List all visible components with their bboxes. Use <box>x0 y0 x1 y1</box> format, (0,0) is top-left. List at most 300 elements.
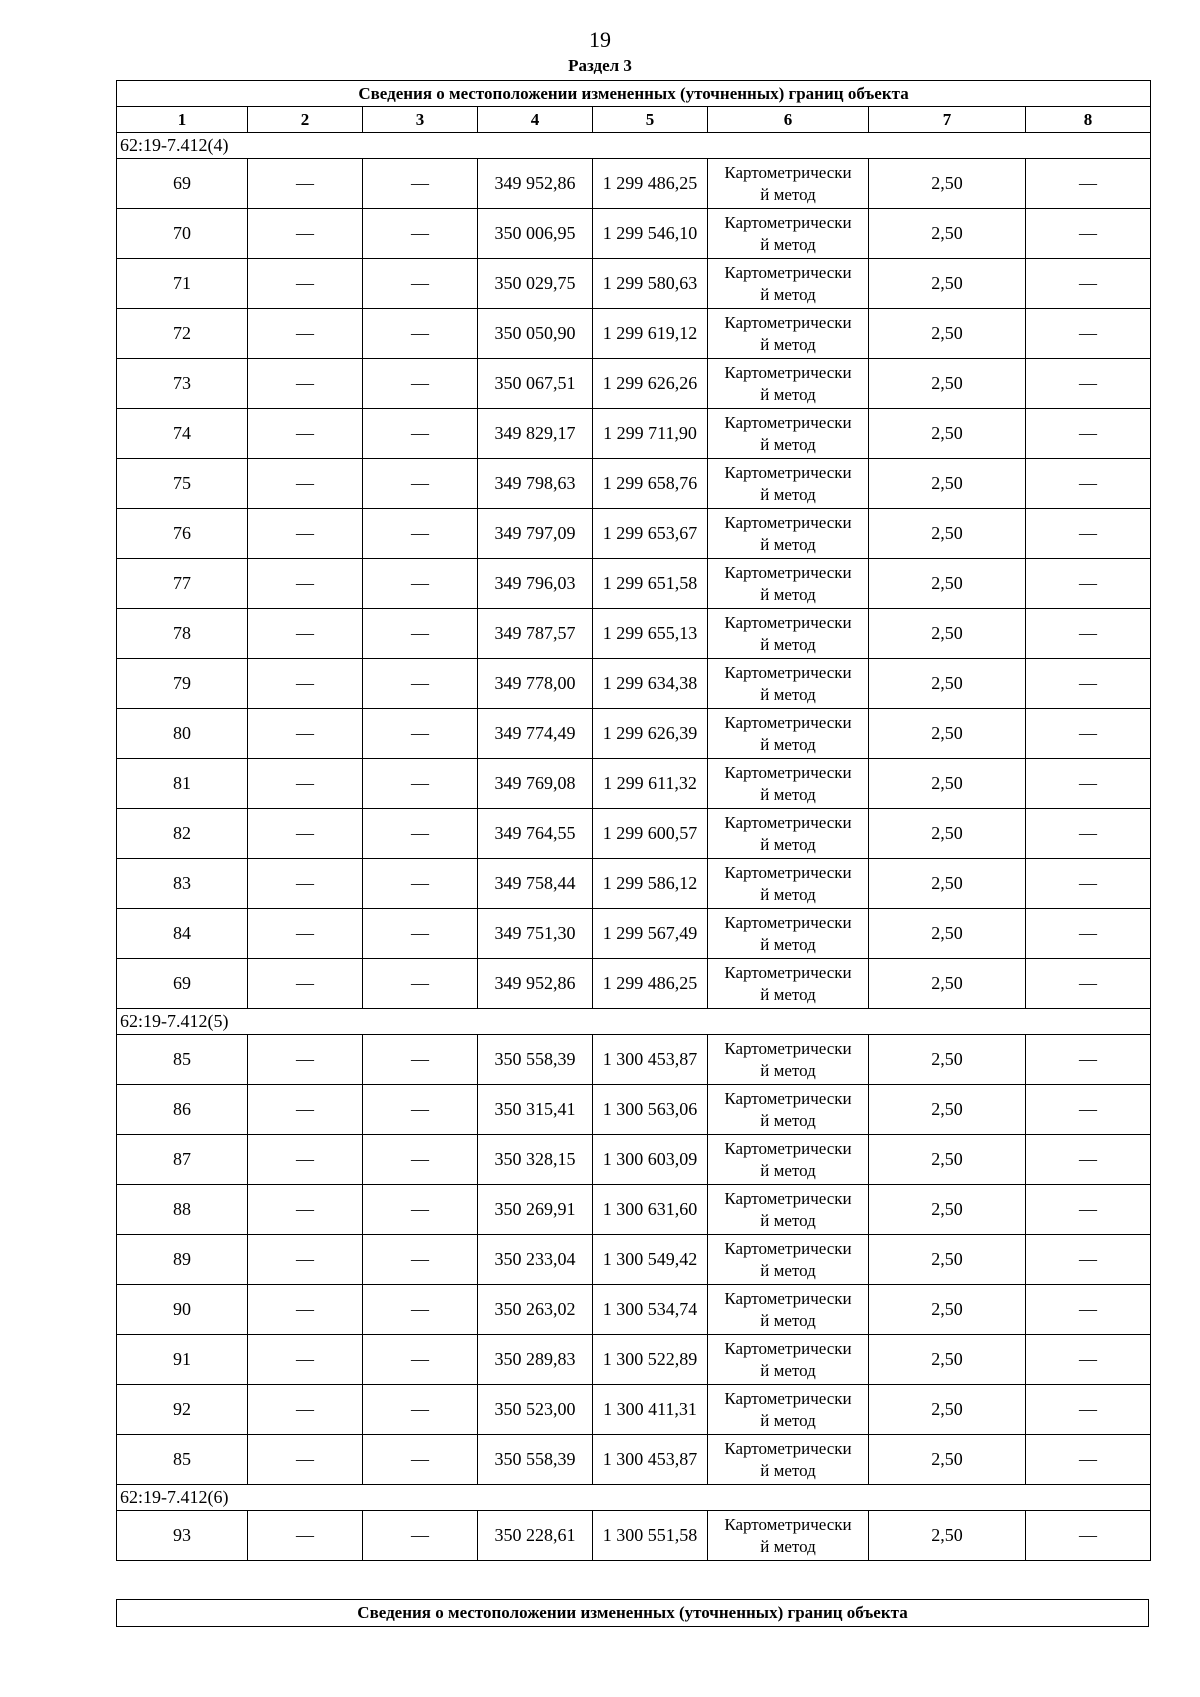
x-coordinate-cell: 350 263,02 <box>478 1285 593 1335</box>
x-coordinate-cell: 349 787,57 <box>478 609 593 659</box>
method-cell <box>708 959 869 1009</box>
col2-cell: — <box>248 709 363 759</box>
col3-cell: — <box>363 459 478 509</box>
col8-cell: — <box>1026 309 1151 359</box>
col3-cell: — <box>363 409 478 459</box>
x-coordinate-cell: 350 029,75 <box>478 259 593 309</box>
method-line: Картометрически <box>724 1288 852 1308</box>
x-coordinate-cell: 350 050,90 <box>478 309 593 359</box>
table-row <box>117 759 1151 809</box>
method-cell <box>708 1285 869 1335</box>
method-line: й метод <box>760 684 816 704</box>
y-coordinate-cell: 1 299 626,39 <box>593 709 708 759</box>
point-number-cell: 89 <box>117 1235 248 1285</box>
method-line: й метод <box>760 584 816 604</box>
group-row <box>117 1485 1151 1511</box>
method-line: Картометрически <box>724 812 852 832</box>
method-cell <box>708 409 869 459</box>
col8-cell: — <box>1026 209 1151 259</box>
method-cell <box>708 209 869 259</box>
y-coordinate-cell: 1 300 453,87 <box>593 1035 708 1085</box>
col2-cell: — <box>248 1385 363 1435</box>
point-number-cell: 75 <box>117 459 248 509</box>
col2-cell: — <box>248 209 363 259</box>
point-number-cell: 86 <box>117 1085 248 1135</box>
x-coordinate-cell: 349 774,49 <box>478 709 593 759</box>
col8-cell: — <box>1026 1185 1151 1235</box>
col8-cell: — <box>1026 1511 1151 1561</box>
col2-cell: — <box>248 1235 363 1285</box>
method-line: й метод <box>760 434 816 454</box>
point-number-cell: 81 <box>117 759 248 809</box>
col8-cell: — <box>1026 259 1151 309</box>
col8-cell: — <box>1026 359 1151 409</box>
point-number-cell: 70 <box>117 209 248 259</box>
accuracy-cell: 2,50 <box>869 709 1026 759</box>
point-number-cell: 84 <box>117 909 248 959</box>
method-line: й метод <box>760 1110 816 1130</box>
col8-cell: — <box>1026 1035 1151 1085</box>
col2-cell: — <box>248 1035 363 1085</box>
table-row <box>117 1085 1151 1135</box>
x-coordinate-cell: 350 315,41 <box>478 1085 593 1135</box>
y-coordinate-cell: 1 300 551,58 <box>593 1511 708 1561</box>
method-cell <box>708 259 869 309</box>
y-coordinate-cell: 1 299 567,49 <box>593 909 708 959</box>
table-row <box>117 159 1151 209</box>
x-coordinate-cell: 349 798,63 <box>478 459 593 509</box>
method-line: Картометрически <box>724 162 852 182</box>
col2-cell: — <box>248 609 363 659</box>
y-coordinate-cell: 1 299 619,12 <box>593 309 708 359</box>
accuracy-cell: 2,50 <box>869 209 1026 259</box>
method-line: Картометрически <box>724 762 852 782</box>
accuracy-cell: 2,50 <box>869 1235 1026 1285</box>
method-line: й метод <box>760 634 816 654</box>
col8-cell: — <box>1026 1335 1151 1385</box>
method-cell <box>708 559 869 609</box>
method-cell <box>708 609 869 659</box>
col2-cell: — <box>248 359 363 409</box>
col3-cell: — <box>363 259 478 309</box>
x-coordinate-cell: 350 269,91 <box>478 1185 593 1235</box>
point-number-cell: 90 <box>117 1285 248 1335</box>
point-number-cell: 78 <box>117 609 248 659</box>
accuracy-cell: 2,50 <box>869 559 1026 609</box>
accuracy-cell: 2,50 <box>869 409 1026 459</box>
table-row <box>117 559 1151 609</box>
method-line: й метод <box>760 984 816 1004</box>
cadastral-number: 62:19-7.412(4) <box>117 133 1151 159</box>
y-coordinate-cell: 1 299 651,58 <box>593 559 708 609</box>
col3-cell: — <box>363 1135 478 1185</box>
method-cell <box>708 709 869 759</box>
method-line: Картометрически <box>724 512 852 532</box>
method-line: й метод <box>760 234 816 254</box>
method-line: й метод <box>760 734 816 754</box>
section-title: Раздел 3 <box>568 56 632 75</box>
method-line: й метод <box>760 1360 816 1380</box>
method-cell <box>708 1135 869 1185</box>
method-cell <box>708 1085 869 1135</box>
point-number-cell: 69 <box>117 159 248 209</box>
col2-cell: — <box>248 759 363 809</box>
method-line: Картометрически <box>724 262 852 282</box>
accuracy-cell: 2,50 <box>869 759 1026 809</box>
method-line: й метод <box>760 284 816 304</box>
point-number-cell: 92 <box>117 1385 248 1435</box>
col2-cell: — <box>248 909 363 959</box>
col8-cell: — <box>1026 559 1151 609</box>
col2-cell: — <box>248 309 363 359</box>
column-number: 5 <box>593 107 708 133</box>
accuracy-cell: 2,50 <box>869 1035 1026 1085</box>
x-coordinate-cell: 349 829,17 <box>478 409 593 459</box>
point-number-cell: 76 <box>117 509 248 559</box>
point-number-cell: 79 <box>117 659 248 709</box>
boundary-table <box>116 80 1151 1561</box>
accuracy-cell: 2,50 <box>869 1435 1026 1485</box>
x-coordinate-cell: 350 006,95 <box>478 209 593 259</box>
method-line: й метод <box>760 184 816 204</box>
col8-cell: — <box>1026 1135 1151 1185</box>
accuracy-cell: 2,50 <box>869 959 1026 1009</box>
column-number: 3 <box>363 107 478 133</box>
table-row <box>117 359 1151 409</box>
col8-cell: — <box>1026 709 1151 759</box>
accuracy-cell: 2,50 <box>869 359 1026 409</box>
y-coordinate-cell: 1 300 603,09 <box>593 1135 708 1185</box>
table-row <box>117 1035 1151 1085</box>
column-number: 8 <box>1026 107 1151 133</box>
method-cell <box>708 309 869 359</box>
point-number-cell: 77 <box>117 559 248 609</box>
y-coordinate-cell: 1 300 411,31 <box>593 1385 708 1435</box>
method-line: Картометрически <box>724 1188 852 1208</box>
y-coordinate-cell: 1 299 611,32 <box>593 759 708 809</box>
col8-cell: — <box>1026 809 1151 859</box>
table-row <box>117 709 1151 759</box>
point-number-cell: 83 <box>117 859 248 909</box>
y-coordinate-cell: 1 300 522,89 <box>593 1335 708 1385</box>
table-row <box>117 459 1151 509</box>
point-number-cell: 88 <box>117 1185 248 1235</box>
x-coordinate-cell: 349 778,00 <box>478 659 593 709</box>
method-line: Картометрически <box>724 1514 852 1534</box>
method-cell <box>708 809 869 859</box>
method-line: Картометрически <box>724 912 852 932</box>
col8-cell: — <box>1026 1435 1151 1485</box>
col8-cell: — <box>1026 159 1151 209</box>
col3-cell: — <box>363 859 478 909</box>
point-number-cell: 80 <box>117 709 248 759</box>
point-number-cell: 71 <box>117 259 248 309</box>
method-line: Картометрически <box>724 412 852 432</box>
accuracy-cell: 2,50 <box>869 1385 1026 1435</box>
table-row <box>117 859 1151 909</box>
y-coordinate-cell: 1 300 453,87 <box>593 1435 708 1485</box>
group-row <box>117 133 1151 159</box>
method-line: й метод <box>760 884 816 904</box>
point-number-cell: 72 <box>117 309 248 359</box>
table-row <box>117 1435 1151 1485</box>
y-coordinate-cell: 1 299 626,26 <box>593 359 708 409</box>
col2-cell: — <box>248 859 363 909</box>
accuracy-cell: 2,50 <box>869 459 1026 509</box>
method-line: й метод <box>760 1536 816 1556</box>
col3-cell: — <box>363 1035 478 1085</box>
accuracy-cell: 2,50 <box>869 909 1026 959</box>
col3-cell: — <box>363 1435 478 1485</box>
method-line: Картометрически <box>724 312 852 332</box>
method-cell <box>708 509 869 559</box>
page-number: 19 <box>589 27 611 52</box>
col8-cell: — <box>1026 859 1151 909</box>
accuracy-cell: 2,50 <box>869 809 1026 859</box>
method-line: й метод <box>760 834 816 854</box>
method-line: Картометрически <box>724 212 852 232</box>
method-cell <box>708 459 869 509</box>
x-coordinate-cell: 350 523,00 <box>478 1385 593 1435</box>
table-row <box>117 609 1151 659</box>
col2-cell: — <box>248 1185 363 1235</box>
x-coordinate-cell: 349 796,03 <box>478 559 593 609</box>
y-coordinate-cell: 1 299 586,12 <box>593 859 708 909</box>
y-coordinate-cell: 1 300 631,60 <box>593 1185 708 1235</box>
col8-cell: — <box>1026 909 1151 959</box>
accuracy-cell: 2,50 <box>869 1185 1026 1235</box>
col2-cell: — <box>248 1511 363 1561</box>
y-coordinate-cell: 1 299 653,67 <box>593 509 708 559</box>
method-line: Картометрически <box>724 1088 852 1108</box>
table-row <box>117 1385 1151 1435</box>
col3-cell: — <box>363 609 478 659</box>
col3-cell: — <box>363 559 478 609</box>
cadastral-number: 62:19-7.412(5) <box>117 1009 1151 1035</box>
method-cell <box>708 1185 869 1235</box>
y-coordinate-cell: 1 299 600,57 <box>593 809 708 859</box>
method-cell <box>708 1335 869 1385</box>
col3-cell: — <box>363 359 478 409</box>
col2-cell: — <box>248 459 363 509</box>
x-coordinate-cell: 349 952,86 <box>478 159 593 209</box>
method-line: й метод <box>760 1460 816 1480</box>
group-row <box>117 1009 1151 1035</box>
x-coordinate-cell: 349 797,09 <box>478 509 593 559</box>
method-line: Картометрически <box>724 712 852 732</box>
col3-cell: — <box>363 159 478 209</box>
col8-cell: — <box>1026 1235 1151 1285</box>
method-line: Картометрически <box>724 962 852 982</box>
col3-cell: — <box>363 309 478 359</box>
y-coordinate-cell: 1 299 486,25 <box>593 159 708 209</box>
method-line: Картометрически <box>724 862 852 882</box>
point-number-cell: 69 <box>117 959 248 1009</box>
method-cell <box>708 659 869 709</box>
col2-cell: — <box>248 159 363 209</box>
col3-cell: — <box>363 1285 478 1335</box>
col8-cell: — <box>1026 409 1151 459</box>
table-row <box>117 259 1151 309</box>
col8-cell: — <box>1026 659 1151 709</box>
accuracy-cell: 2,50 <box>869 309 1026 359</box>
accuracy-cell: 2,50 <box>869 1285 1026 1335</box>
table-caption: Сведения о местоположении измененных (уточненных) границ объекта <box>117 81 1151 107</box>
table-row <box>117 1135 1151 1185</box>
x-coordinate-cell: 350 289,83 <box>478 1335 593 1385</box>
y-coordinate-cell: 1 299 711,90 <box>593 409 708 459</box>
col3-cell: — <box>363 809 478 859</box>
accuracy-cell: 2,50 <box>869 859 1026 909</box>
method-line: Картометрически <box>724 1138 852 1158</box>
table-row <box>117 959 1151 1009</box>
method-cell <box>708 1035 869 1085</box>
accuracy-cell: 2,50 <box>869 1135 1026 1185</box>
col3-cell: — <box>363 759 478 809</box>
column-number: 7 <box>869 107 1026 133</box>
method-cell <box>708 359 869 409</box>
method-cell <box>708 1385 869 1435</box>
method-line: й метод <box>760 1210 816 1230</box>
table-row <box>117 1511 1151 1561</box>
col3-cell: — <box>363 509 478 559</box>
col2-cell: — <box>248 1135 363 1185</box>
column-number: 4 <box>478 107 593 133</box>
x-coordinate-cell: 350 328,15 <box>478 1135 593 1185</box>
point-number-cell: 82 <box>117 809 248 859</box>
accuracy-cell: 2,50 <box>869 659 1026 709</box>
x-coordinate-cell: 350 558,39 <box>478 1435 593 1485</box>
method-line: й метод <box>760 484 816 504</box>
col3-cell: — <box>363 959 478 1009</box>
col8-cell: — <box>1026 1285 1151 1335</box>
accuracy-cell: 2,50 <box>869 159 1026 209</box>
y-coordinate-cell: 1 299 486,25 <box>593 959 708 1009</box>
table-row <box>117 1285 1151 1335</box>
y-coordinate-cell: 1 300 563,06 <box>593 1085 708 1135</box>
column-number: 1 <box>117 107 248 133</box>
method-cell <box>708 1435 869 1485</box>
col3-cell: — <box>363 1385 478 1435</box>
x-coordinate-cell: 349 758,44 <box>478 859 593 909</box>
method-line: Картометрически <box>724 562 852 582</box>
method-cell <box>708 159 869 209</box>
col3-cell: — <box>363 659 478 709</box>
x-coordinate-cell: 350 067,51 <box>478 359 593 409</box>
method-cell <box>708 909 869 959</box>
method-line: й метод <box>760 784 816 804</box>
col2-cell: — <box>248 559 363 609</box>
col8-cell: — <box>1026 609 1151 659</box>
method-line: Картометрически <box>724 612 852 632</box>
point-number-cell: 91 <box>117 1335 248 1385</box>
point-number-cell: 87 <box>117 1135 248 1185</box>
accuracy-cell: 2,50 <box>869 1335 1026 1385</box>
col8-cell: — <box>1026 459 1151 509</box>
table-row <box>117 1235 1151 1285</box>
method-line: й метод <box>760 934 816 954</box>
y-coordinate-cell: 1 300 549,42 <box>593 1235 708 1285</box>
accuracy-cell: 2,50 <box>869 1085 1026 1135</box>
method-cell <box>708 1511 869 1561</box>
y-coordinate-cell: 1 299 658,76 <box>593 459 708 509</box>
method-line: й метод <box>760 1410 816 1430</box>
x-coordinate-cell: 349 952,86 <box>478 959 593 1009</box>
method-cell <box>708 859 869 909</box>
col3-cell: — <box>363 1185 478 1235</box>
x-coordinate-cell: 349 769,08 <box>478 759 593 809</box>
table-row <box>117 1185 1151 1235</box>
col2-cell: — <box>248 959 363 1009</box>
method-line: Картометрически <box>724 1238 852 1258</box>
table-row <box>117 1335 1151 1385</box>
col3-cell: — <box>363 1235 478 1285</box>
table-row <box>117 809 1151 859</box>
table-row <box>117 659 1151 709</box>
table-row <box>117 209 1151 259</box>
col8-cell: — <box>1026 759 1151 809</box>
y-coordinate-cell: 1 299 580,63 <box>593 259 708 309</box>
y-coordinate-cell: 1 300 534,74 <box>593 1285 708 1335</box>
x-coordinate-cell: 350 233,04 <box>478 1235 593 1285</box>
col3-cell: — <box>363 209 478 259</box>
method-line: Картометрически <box>724 362 852 382</box>
method-line: й метод <box>760 334 816 354</box>
col2-cell: — <box>248 509 363 559</box>
method-line: й метод <box>760 1160 816 1180</box>
method-line: й метод <box>760 1260 816 1280</box>
column-number: 2 <box>248 107 363 133</box>
accuracy-cell: 2,50 <box>869 259 1026 309</box>
method-cell <box>708 1235 869 1285</box>
accuracy-cell: 2,50 <box>869 1511 1026 1561</box>
col2-cell: — <box>248 659 363 709</box>
col2-cell: — <box>248 259 363 309</box>
method-cell <box>708 759 869 809</box>
point-number-cell: 73 <box>117 359 248 409</box>
method-line: Картометрически <box>724 1038 852 1058</box>
accuracy-cell: 2,50 <box>869 509 1026 559</box>
method-line: й метод <box>760 1060 816 1080</box>
accuracy-cell: 2,50 <box>869 609 1026 659</box>
col3-cell: — <box>363 1511 478 1561</box>
col2-cell: — <box>248 409 363 459</box>
y-coordinate-cell: 1 299 634,38 <box>593 659 708 709</box>
col3-cell: — <box>363 1085 478 1135</box>
table-row <box>117 509 1151 559</box>
col3-cell: — <box>363 1335 478 1385</box>
col8-cell: — <box>1026 1085 1151 1135</box>
method-line: й метод <box>760 384 816 404</box>
col8-cell: — <box>1026 959 1151 1009</box>
cadastral-number: 62:19-7.412(6) <box>117 1485 1151 1511</box>
table-row <box>117 909 1151 959</box>
point-number-cell: 85 <box>117 1435 248 1485</box>
col2-cell: — <box>248 1335 363 1385</box>
y-coordinate-cell: 1 299 655,13 <box>593 609 708 659</box>
col2-cell: — <box>248 1285 363 1335</box>
point-number-cell: 85 <box>117 1035 248 1085</box>
method-line: Картометрически <box>724 1388 852 1408</box>
column-number: 6 <box>708 107 869 133</box>
col2-cell: — <box>248 1435 363 1485</box>
table-row <box>117 409 1151 459</box>
method-line: Картометрически <box>724 1338 852 1358</box>
col3-cell: — <box>363 909 478 959</box>
x-coordinate-cell: 350 558,39 <box>478 1035 593 1085</box>
bottom-table-caption: Сведения о местоположении измененных (уточненных) границ объекта <box>116 1599 1149 1627</box>
method-line: Картометрически <box>724 462 852 482</box>
